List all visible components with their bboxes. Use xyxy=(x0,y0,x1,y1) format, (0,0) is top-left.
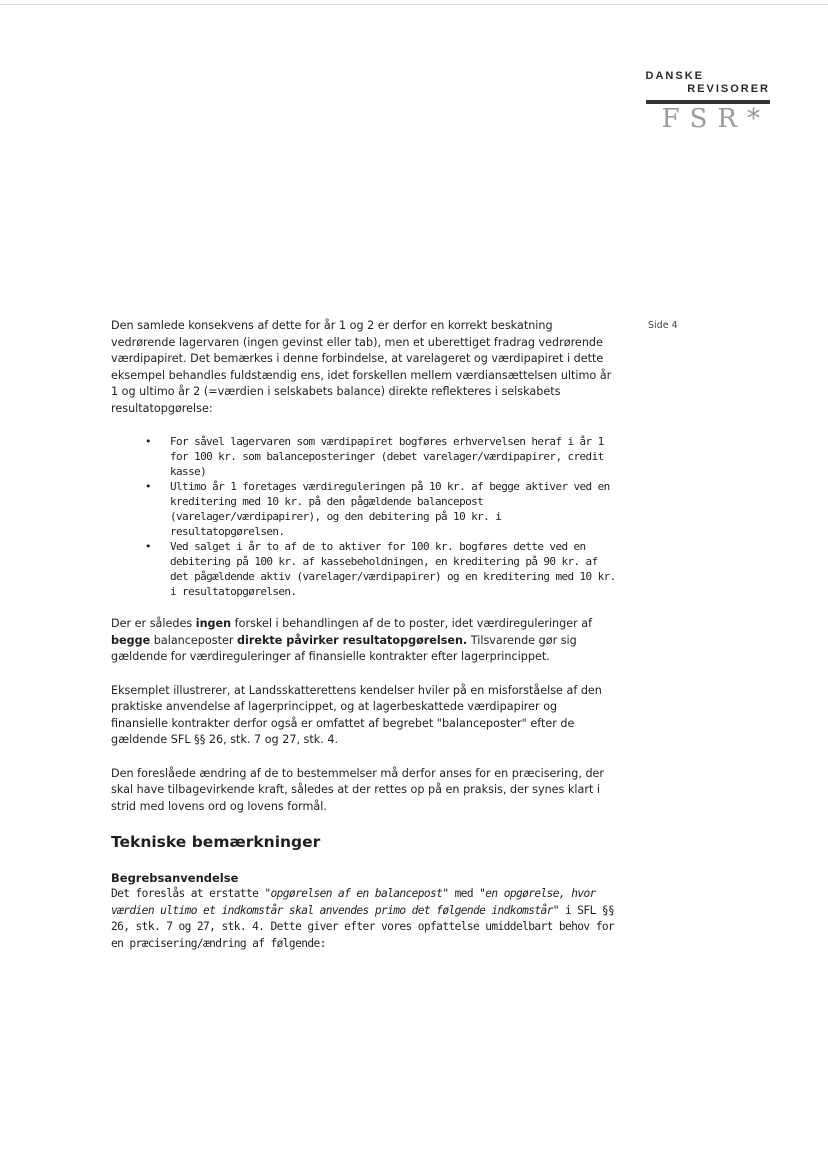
bullet-list xyxy=(111,434,616,599)
logo-line-danske: DANSKE xyxy=(645,70,704,82)
text-run: forskel i behandlingen af de to poster, idet værdireguleringer af xyxy=(231,617,593,630)
bullet-icon: • xyxy=(145,435,151,448)
bold-run: begge xyxy=(111,633,151,647)
text-run: Der er således xyxy=(111,617,196,630)
italic-run: "opgørelsen af en balancepost" xyxy=(264,887,449,900)
list-item xyxy=(111,434,616,479)
subsection-heading: Begrebsanvendelse xyxy=(111,871,239,885)
text-run: Tilsvarende gør sig gældende for værdireguleringer af finansielle kontrakter efter lagerprincippet. xyxy=(111,633,577,663)
paragraph-3: Eksemplet illustrerer, at Landsskatterettens kendelser hviler på en misforståelse af den praktiske anvendelse af lagerprincippet, og at lagerbeskattede værdipapirer og finansielle kontrakter derfor også er omfattet af begrebet "balanceposter" efter de gældende SFL §§ 26, stk. 7 og 27, stk. 4. xyxy=(111,683,602,746)
paragraph-1: Den samlede konsekvens af dette for år 1 og 2 er derfor en korrekt beskatning vedrørende lagervaren (ingen gevinst eller tab), men et uberettiget fradrag vedrørende værdipapiret. Det bemærkes i denne forbindelse, at varelageret og værdipapiret i dette eksempel behandles fuldstændig ens, idet forskellen mellem værdiansættelsen ultimo år 1 og ultimo år 2 (=værdien i selskabets balance) direkte reflekteres i selskabets resultatopgørelse: xyxy=(111,319,612,415)
top-border-line xyxy=(0,4,828,5)
text-run: med xyxy=(448,887,480,900)
list-item xyxy=(111,539,616,599)
paragraph-4: Den foreslåede ændring af de to bestemmelser må derfor anses for en præcisering, der skal have tilbagevirkende kraft, således at der rettes op på en praksis, der synes klart i strid med lovens ord og lovens formål. xyxy=(111,766,605,813)
text-run: i SFL §§ 26, stk. 7 og 27, stk. 4. Dette giver efter vores opfattelse umiddelbart behov for en præcisering/ændring af følgende: xyxy=(111,903,615,950)
bold-run: ingen xyxy=(195,617,232,630)
page-number: Side 4 xyxy=(648,320,678,331)
section-heading: Tekniske bemærkninger xyxy=(111,833,321,851)
bold-run: direkte påvirker resultatopgørelsen. xyxy=(237,633,468,647)
bullet-icon: • xyxy=(145,540,151,553)
list-item-text: Ved salget i år to af de to aktiver for 100 kr. bogføres dette ved en debitering på 100 kr. af kassebeholdningen, en kreditering på 90 kr. af det pågældende aktiv (varelager/værdipapirer) og en kreditering med 10 kr. i resultatopgørelsen. xyxy=(170,540,616,598)
bullet-icon: • xyxy=(145,480,151,493)
text-run: Det foreslås at erstatte xyxy=(111,887,265,900)
logo-fsr-mark: FSR* xyxy=(661,104,770,134)
list-item xyxy=(111,479,616,539)
text-run: balanceposter xyxy=(150,633,238,647)
logo-line-revisorer: REVISORER xyxy=(687,83,770,95)
paragraph-2 xyxy=(111,616,616,666)
list-item-text: For såvel lagervaren som værdipapiret bogføres erhvervelsen heraf i år 1 for 100 kr. som balanceposteringer (debet varelager/værdipapirer, credit kasse) xyxy=(170,435,604,478)
italic-run: "en opgørelse, hvor værdien ultimo et indkomstår skal anvendes primo det følgende indkomstår" xyxy=(111,887,596,917)
paragraph-5 xyxy=(111,886,616,952)
document-body xyxy=(111,318,616,969)
list-item-text: Ultimo år 1 foretages værdireguleringen på 10 kr. af begge aktiver ved en kreditering med 10 kr. på den pågældende balancepost (varelager/værdipapirer), og den debitering på 10 kr. i resultatopgørelsen. xyxy=(170,480,610,538)
